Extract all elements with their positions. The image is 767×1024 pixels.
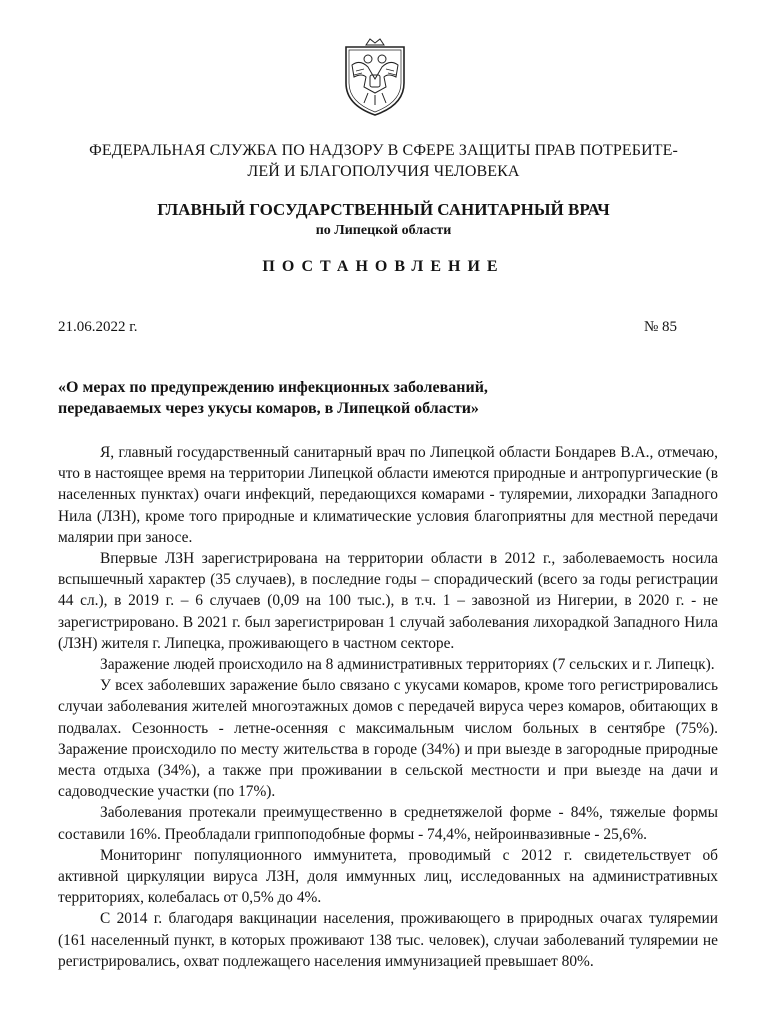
document-title — [58, 377, 488, 419]
document-type: ПОСТАНОВЛЕНИЕ — [262, 258, 505, 275]
chief-title: ГЛАВНЫЙ ГОСУДАРСТВЕННЫЙ САНИТАРНЫЙ ВРАЧ — [157, 200, 610, 219]
paragraph: С 2014 г. благодаря вакцинации населения, проживающего в природных очагах туляремии (161 населенный пункт, в которых проживают 138 тыс. человек), случаи заболеваний туляремии не регистрировались, охват подлежащего населения иммунизацией превышает 80%. — [58, 910, 718, 970]
agency-line-2: ЛЕЙ И БЛАГОПОЛУЧИЯ ЧЕЛОВЕКА — [247, 163, 520, 180]
agency-line-1: ФЕДЕРАЛЬНАЯ СЛУЖБА ПО НАДЗОРУ В СФЕРЕ ЗАЩИТЫ ПРАВ ПОТРЕБИТЕ- — [89, 142, 678, 159]
paragraph: Я, главный государственный санитарный врач по Липецкой области Бондарев В.А., отмечаю, что в настоящее время на территории Липецкой области имеются природные и антропургические (в населенных пунктах) очаги инфекций, передающихся комарами - туляремии, лихорадки Западного Нила (ЛЗН), кроме того природные и климатические условия благоприятны для местной передачи малярии при заносе. — [58, 444, 718, 546]
document-date: 21.06.2022 г. — [58, 319, 138, 335]
document-body — [58, 442, 718, 972]
title-line-2: передаваемых через укусы комаров, в Липецкой области» — [58, 400, 479, 417]
paragraph: Мониторинг популяционного иммунитета, проводимый с 2012 г. свидетельствует об активной циркуляции вируса ЛЗН, доля иммунных лиц, исследованных на административных территориях, колебалась от 0,5% до 4%. — [58, 846, 718, 907]
agency-name — [0, 140, 767, 182]
paragraph: Заболевания протекали преимущественно в среднетяжелой форме - 84%, тяжелые формы составили 16%. Преобладали гриппоподобные формы - 74,4%, нейроинвазивные - 25,6%. — [58, 804, 718, 843]
paragraph: Впервые ЛЗН зарегистрирована на территории области в 2012 г., заболеваемость носила вспышечный характер (35 случаев), в последние годы – спорадический (всего за годы регистрации 44 сл.), в 2019 г. – 6 случаев (0,09 на 100 тыс.), в т.ч. 1 – завозной из Нигерии, в 2020 г. - не зарегистрировано. В 2021 г. был зарегистрирован 1 случай заболевания лихорадкой Западного Нила (ЛЗН) жителя г. Липецка, проживающего в частном секторе. — [58, 550, 718, 652]
paragraph: У всех заболевших заражение было связано с укусами комаров, кроме того регистрировались случаи заболевания жителей многоэтажных домов с передачей вируса через комаров, обитающих в подвалах. Сезонность - летне-осенняя с максимальным числом больных в сентябре (75%). Заражение происходило по месту жительства в городе (34%) и при выезде в загородные природные места отдыха (34%), а также при проживании в сельской местности и при выезде на дачи и садоводческие участки (по 17%). — [58, 677, 718, 801]
region-subtitle: по Липецкой области — [315, 223, 452, 238]
title-line-1: «О мерах по предупреждению инфекционных заболеваний, — [58, 379, 488, 396]
document-number: № 85 — [644, 319, 678, 335]
paragraph: Заражение людей происходило на 8 административных территориях (7 сельских и г. Липецк). — [100, 656, 715, 674]
russian-coat-of-arms-icon — [340, 37, 410, 117]
